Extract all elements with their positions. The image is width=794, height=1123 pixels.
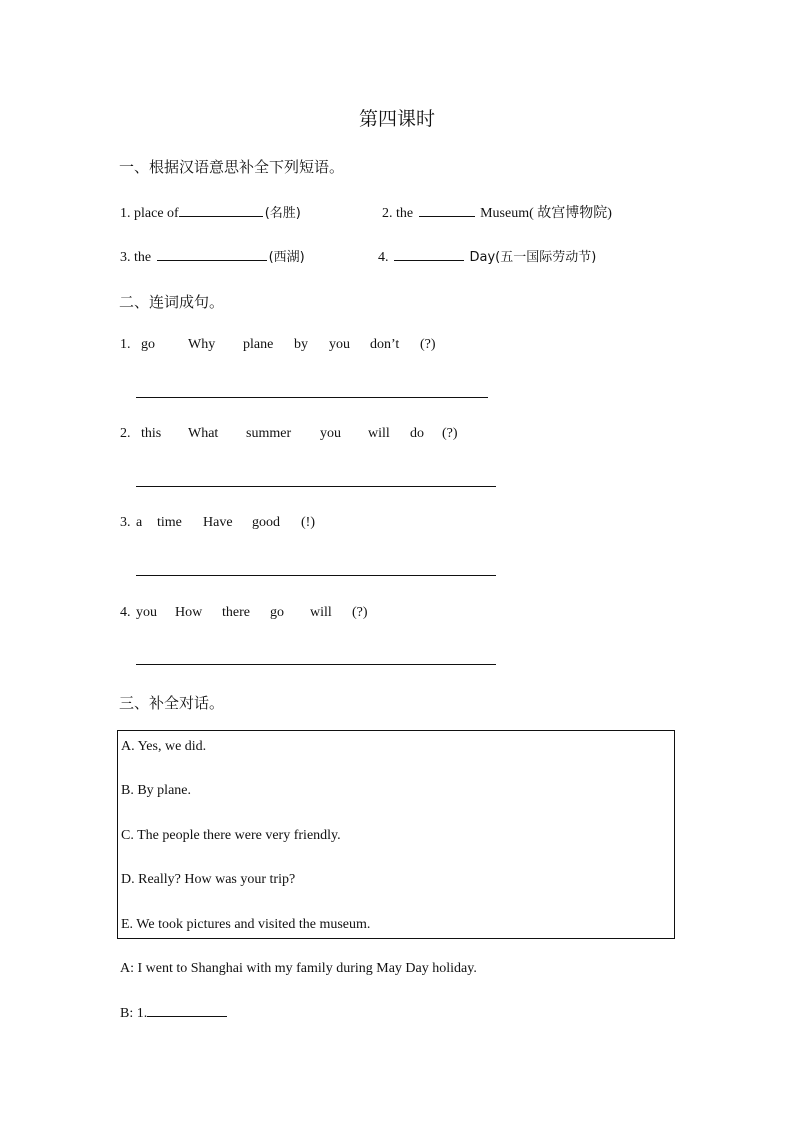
word: you — [320, 426, 341, 441]
phrase-item-1 — [120, 202, 301, 222]
word: What — [188, 426, 219, 441]
section-3-heading: 三、补全对话。 — [119, 694, 225, 712]
speaker: B: — [120, 1006, 134, 1021]
phrase-item-4-hint: Day(五一国际劳动节) — [469, 250, 597, 265]
item-number: 2. — [120, 426, 131, 441]
answer-blank[interactable] — [157, 259, 267, 261]
item-number: 1. — [120, 337, 131, 352]
page-title: 第四课时 — [358, 109, 435, 130]
scramble-item-1 — [120, 337, 436, 353]
answer-blank[interactable] — [147, 1015, 227, 1017]
section-2-heading: 二、连词成句。 — [119, 293, 225, 311]
word: do — [410, 426, 424, 441]
word: (?) — [352, 605, 368, 620]
word: you — [136, 605, 157, 620]
option-c: C. The people there were very friendly. — [121, 828, 341, 843]
word: plane — [243, 337, 274, 352]
word: good — [252, 515, 280, 530]
word: there — [222, 605, 250, 620]
word: will — [368, 426, 390, 441]
dialog-line-b — [120, 1006, 229, 1022]
item-number: 3. — [120, 515, 131, 530]
word: this — [141, 426, 162, 441]
word: Why — [188, 337, 216, 352]
answer-blank[interactable] — [394, 259, 464, 261]
answer-line[interactable] — [136, 664, 496, 665]
word: (?) — [442, 426, 458, 441]
word: a — [136, 515, 143, 530]
phrase-item-4 — [378, 246, 596, 266]
word: How — [175, 605, 203, 620]
answer-blank[interactable] — [419, 215, 475, 217]
dialog-number: 1. — [136, 1006, 148, 1021]
word: you — [329, 337, 350, 352]
word: summer — [246, 426, 292, 441]
phrase-item-2-prefix: 2. the — [382, 206, 414, 221]
phrase-item-2 — [382, 202, 612, 222]
word: Have — [203, 515, 233, 530]
option-e: E. We took pictures and visited the museum. — [121, 917, 371, 932]
answer-blank[interactable] — [179, 215, 263, 217]
dialog-line-a — [120, 961, 477, 977]
word: will — [310, 605, 332, 620]
answer-line[interactable] — [136, 486, 496, 487]
answer-line[interactable] — [136, 575, 496, 576]
word: go — [141, 337, 155, 352]
phrase-item-2-hint: Museum( 故宫博物院) — [480, 206, 612, 221]
scramble-item-2 — [120, 426, 458, 442]
scramble-item-3 — [120, 515, 315, 531]
item-number: 4. — [120, 605, 131, 620]
dialog-text: I went to Shanghai with my family during May Day holiday. — [137, 961, 477, 976]
option-a: A. Yes, we did. — [121, 739, 207, 754]
word: by — [294, 337, 308, 352]
section-1-heading: 一、根据汉语意思补全下列短语。 — [119, 158, 345, 176]
speaker: A: — [120, 961, 134, 976]
option-b: B. By plane. — [121, 783, 191, 798]
scramble-item-4 — [120, 605, 368, 621]
word: time — [157, 515, 182, 530]
word: (?) — [420, 337, 436, 352]
phrase-item-1-hint: (名胜) — [264, 206, 301, 221]
word: go — [270, 605, 284, 620]
phrase-item-3-hint: (西湖) — [268, 250, 305, 265]
answer-line[interactable] — [136, 397, 488, 398]
word: don’t — [370, 337, 400, 352]
option-d: D. Really? How was your trip? — [121, 872, 296, 887]
phrase-item-3 — [120, 246, 305, 266]
phrase-item-1-prefix: 1. place of — [120, 206, 179, 221]
options-box — [117, 730, 675, 939]
phrase-item-3-prefix: 3. the — [120, 250, 152, 265]
word: (!) — [301, 515, 315, 530]
phrase-item-4-prefix: 4. — [378, 250, 389, 265]
